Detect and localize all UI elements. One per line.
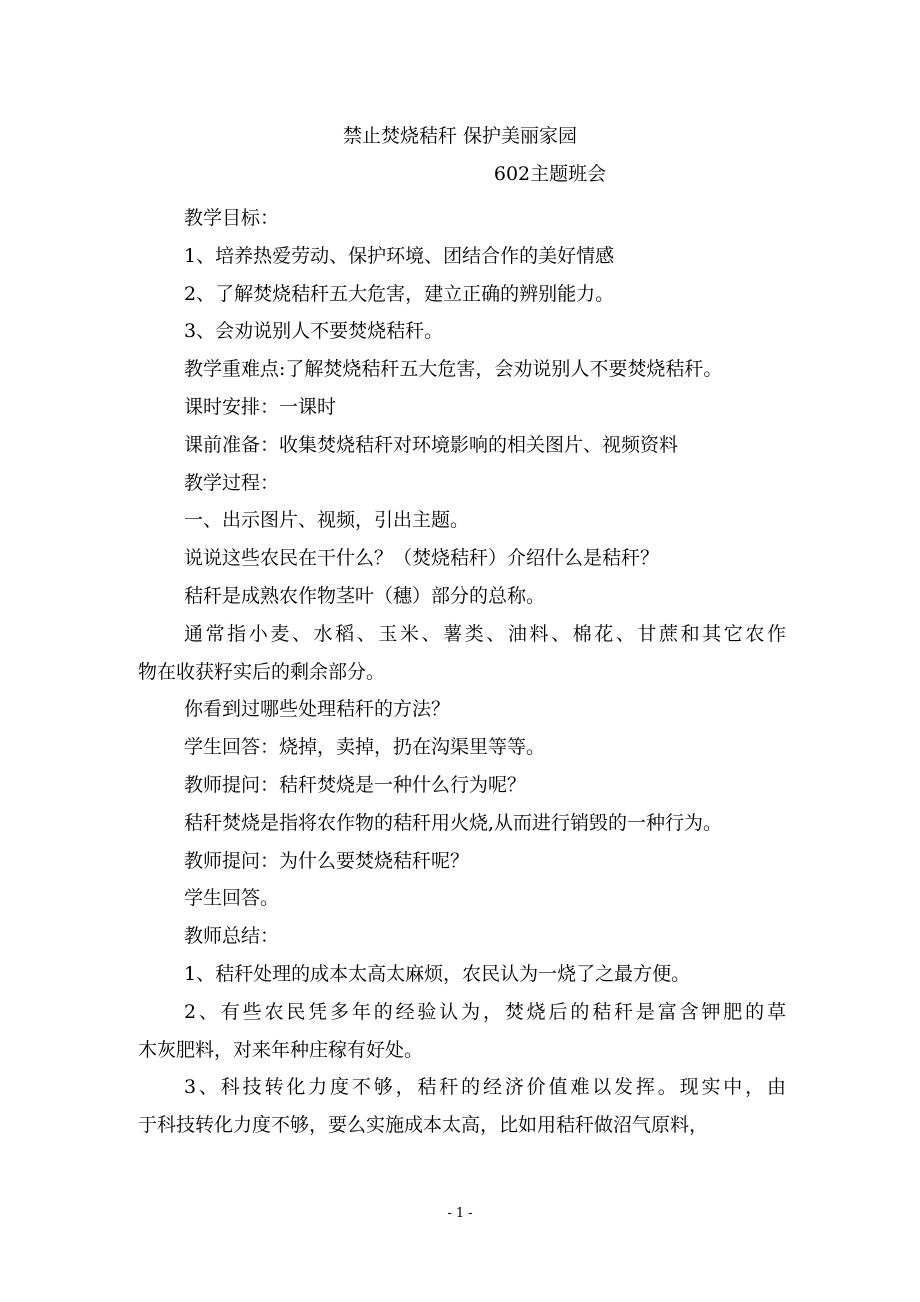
paragraph: 教师总结：: [184, 925, 280, 948]
page-number: - 1 -: [447, 1206, 473, 1221]
paragraph: 教学目标：: [184, 207, 280, 229]
paragraph: 3、会劝说别人不要焚烧秸秆。: [184, 320, 444, 343]
paragraph: 2、了解焚烧秸秆五大危害，建立正确的辨别能力。: [184, 282, 615, 305]
document-subtitle: 602主题班会: [493, 163, 607, 185]
paragraph: 教学重难点:了解焚烧秸秆五大危害，会劝说别人不要焚烧秸秆。: [184, 358, 723, 381]
paragraph-tech-line1: 3、科技转化力度不够，秸秆的经济价值难以发挥。现实中，由: [184, 1076, 786, 1099]
paragraph: 1、秸秆处理的成本太高太麻烦，农民认为一烧了之最方便。: [184, 962, 691, 985]
document-title: 禁止焚烧秸秆 保护美丽家园: [342, 125, 578, 147]
paragraph: 秸秆是成熟农作物茎叶（穗）部分的总称。: [184, 584, 546, 607]
paragraph: 教师提问：秸秆焚烧是一种什么行为呢？: [184, 773, 527, 796]
paragraph: 秸秆焚烧是指将农作物的秸秆用火烧,从而进行销毁的一种行为。: [184, 811, 723, 834]
document-body: [138, 200, 786, 1145]
paragraph: 1、培养热爱劳动、保护环境、团结合作的美好情感: [184, 244, 615, 267]
paragraph: 说说这些农民在干什么？（焚烧秸秆）介绍什么是秸秆？: [184, 547, 660, 570]
paragraph: 一、出示图片、视频，引出主题。: [184, 509, 470, 532]
paragraph: 学生回答：烧掉，卖掉，扔在沟渠里等等。: [184, 736, 546, 759]
paragraph: 教师提问：为什么要焚烧秸秆呢？: [184, 849, 470, 872]
paragraph-fertilizer-line1: 2、有些农民凭多年的经验认为，焚烧后的秸秆是富含钾肥的草: [184, 1000, 786, 1023]
paragraph: 课时安排：一课时: [184, 395, 337, 418]
paragraph-fertilizer-line2: 木灰肥料，对来年种庄稼有好处。: [138, 1038, 424, 1061]
paragraph-crops-line1: 通常指小麦、水稻、玉米、薯类、油料、棉花、甘蔗和其它农作: [184, 622, 786, 645]
paragraph: 教学过程：: [184, 471, 280, 494]
paragraph-crops-line2: 物在收获籽实后的剩余部分。: [138, 660, 386, 683]
paragraph-tech-line2: 于科技转化力度不够，要么实施成本太高，比如用秸秆做沼气原料，: [138, 1114, 709, 1137]
paragraph: 课前准备：收集焚烧秸秆对环境影响的相关图片、视频资料: [184, 433, 679, 456]
paragraph: 学生回答。: [184, 887, 280, 910]
paragraph: 你看到过哪些处理秸秆的方法？: [184, 698, 451, 721]
